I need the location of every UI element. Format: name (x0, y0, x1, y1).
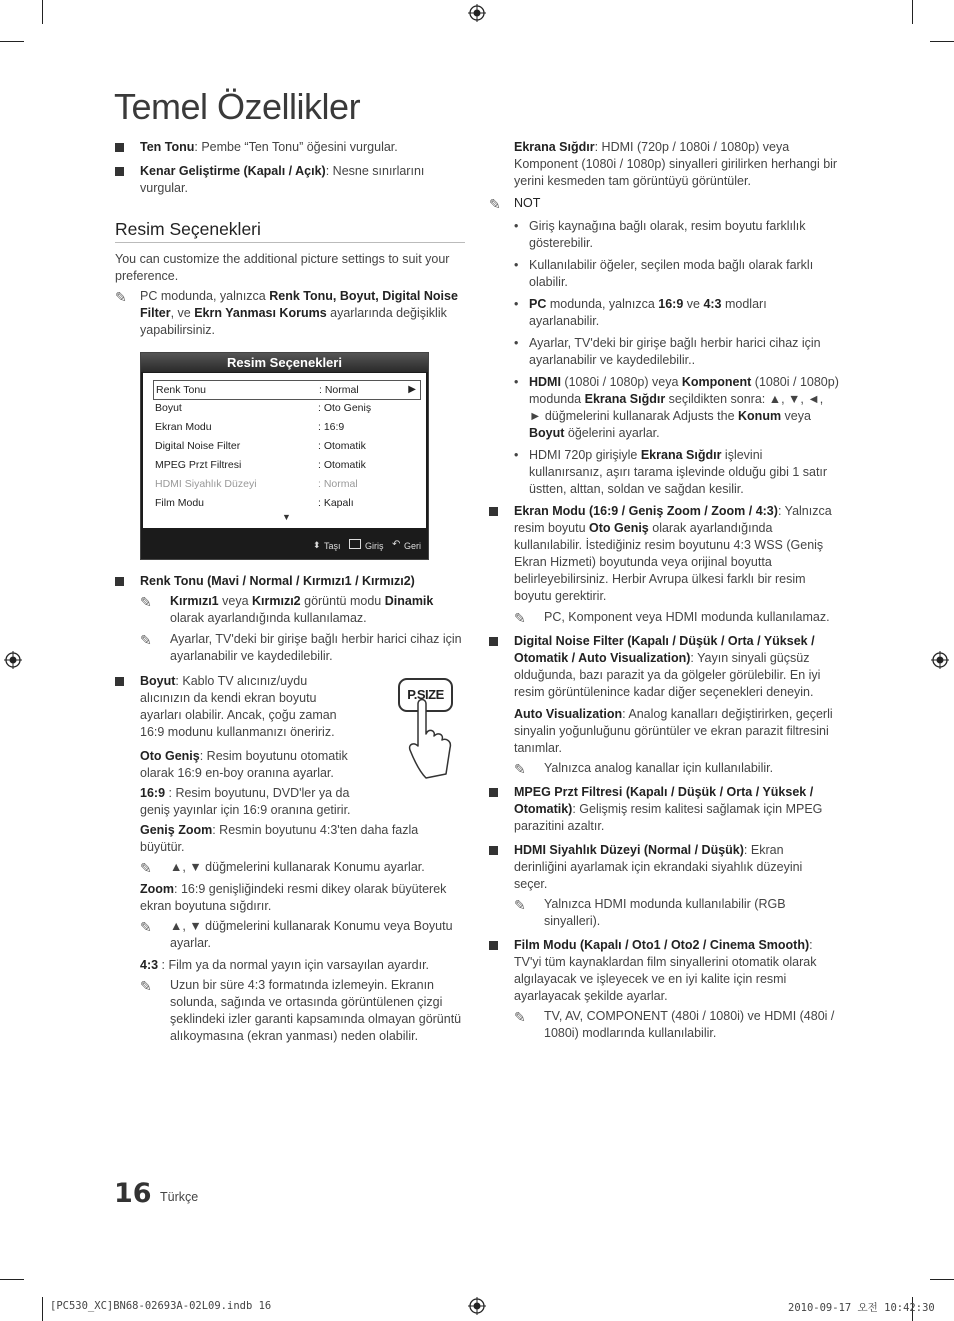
page-language: Türkçe (160, 1190, 199, 1204)
list-item: • PC modunda, yalnızca 16:9 ve 4:3 modları ayarlanabilir. (514, 296, 839, 330)
osd-row-renk-tonu[interactable]: Renk Tonu : Normal ▶ (153, 380, 421, 400)
left-column-bottom (115, 573, 465, 1049)
square-bullet-icon (115, 143, 124, 152)
list-item: • Ayarlar, TV'deki bir girişe bağlı herbir harici cihaz için ayarlanabilir ve kaydedilebilir.. (514, 335, 839, 369)
nav-move-label: Taşı (324, 541, 341, 551)
paragraph: Geniş Zoom: Resmin boyutunu 4:3'ten daha fazla büyütür. (140, 823, 419, 854)
crop-mark (42, 0, 43, 24)
osd-row-hdmi-siyahlik: HDMI Siyahlık Düzeyi : Normal (155, 478, 358, 490)
registration-mark-icon (931, 651, 949, 669)
page-title: Temel Özellikler (114, 86, 361, 127)
list-item: Digital Noise Filter (Kapalı / Düşük / Orta / Yüksek / Otomatik / Auto Visualization): Yayın sinyali güçsüz olduğunda, bazı parazit ya da gölgeler görülebilir. En iyi resim görüntülenince kadar diğer seçenekleri deneyin. Auto Visualization: Analog kanalları değiştirirken, geçerli sinyalin yoğunluğunu görüntüler ve ekran parazit filtresini tanımlar. ✎ Yalnızca analog kanallar için kullanılabilir. (489, 633, 839, 777)
square-bullet-icon (489, 846, 498, 855)
note: ✎ Kırmızı1 veya Kırmızı2 görüntü modu Dinamik olarak ayarlandığında kullanılamaz. (140, 594, 434, 625)
note: ✎ ▲, ▼ düğmelerini kullanarak Konumu veya Boyutu ayarlar. (140, 919, 453, 950)
list-item: Ten Tonu: Pembe “Ten Tonu” öğesini vurgular. (115, 139, 465, 156)
note: ✎ Ayarlar, TV'deki bir girişe bağlı herbir harici cihaz için ayarlanabilir ve kaydedilebilir. (140, 632, 462, 663)
registration-mark-icon (468, 1297, 486, 1315)
square-bullet-icon (115, 577, 124, 586)
left-column-top (115, 139, 465, 343)
list-item: MPEG Przt Filtresi (Kapalı / Düşük / Orta / Yüksek / Otomatik): Gelişmiş resim kalitesi sağlamak için MPEG parazitini azaltır. (489, 784, 839, 835)
move-icon: ⬍ (313, 540, 321, 550)
crop-mark (0, 1279, 24, 1280)
note: ✎ Yalnızca analog kanallar için kullanılabilir. (514, 761, 774, 777)
scroll-down-icon[interactable]: ▼ (282, 512, 291, 522)
osd-row-digital-noise-filter[interactable]: Digital Noise Filter : Otomatik (155, 440, 366, 452)
nav-enter-label: Giriş (365, 541, 384, 551)
osd-row-boyut[interactable]: Boyut : Oto Geniş (155, 402, 372, 414)
note: ✎ Yalnızca HDMI modunda kullanılabilir (RGB sinyalleri). (514, 897, 786, 928)
right-column (489, 139, 839, 1049)
psize-illustration (396, 676, 456, 786)
print-slug-right: 2010-09-17 오전 10:42:30 (788, 1302, 935, 1314)
note-pencil-icon: ✎ (115, 289, 127, 305)
page-number: 16 (114, 1178, 152, 1209)
osd-menu-body (143, 373, 426, 528)
list-item: Ekran Modu (16:9 / Geniş Zoom / Zoom / 4:3): Yalnızca resim boyutu Oto Geniş olarak ayarlandığında kullanılabilir. İstediğiniz resim boyutunu 4:3 WSS (Geniş Ekran Hizmeti) boyutunda veya orijinal boyutta belirleyebilirsiniz. Herbir Avrupa ülkesi farklı bir resim boyutu gerektirir. ✎ PC, Komponent veya HDMI modunda kullanılamaz. (489, 503, 839, 626)
note-pencil-icon: ✎ (514, 1009, 526, 1025)
note: ✎ Uzun bir süre 4:3 formatında izlemeyin. Ekranın solunda, sağında ve ortasında görüntülenen çizgi şeklindeki izler garanti kapsamında olmayan görüntü alıkoymasına (ekran yanması) neden olabilir. (140, 978, 462, 1043)
note: ✎ TV, AV, COMPONENT (480i / 1080i) ve HDMI (480i / 1080i) modlarında kullanılabilir. (514, 1009, 835, 1040)
paragraph: Ekrana Sığdır: HDMI (720p / 1080i / 1080p) veya Komponent (1080i / 1080p) sinyalleri girilirken herhangi bir yerini kesmeden tam görüntüyü görüntüler. (514, 140, 838, 188)
registration-mark-icon (468, 4, 486, 22)
crop-mark (912, 0, 913, 24)
square-bullet-icon (115, 167, 124, 176)
square-bullet-icon (115, 677, 124, 686)
paragraph: Auto Visualization: Analog kanalları değiştirirken, geçerli sinyalin yoğunluğunu görüntüler ve ekran parazit filtresini tanımlar. (514, 707, 833, 755)
arrow-right-icon: ▶ (408, 384, 416, 395)
square-bullet-icon (489, 507, 498, 516)
section-intro: You can customize the additional picture settings to suit your preference. (115, 252, 450, 283)
note-pencil-icon: ✎ (140, 860, 152, 876)
list-item: • HDMI (1080i / 1080p) veya Komponent (1080i / 1080p) modunda Ekrana Sığdır seçildikten sonra: ▲, ▼, ◄, ► düğmelerini kullanarak Adjusts the Konum veya Boyut öğelerini ayarlar. (514, 374, 839, 442)
note-pencil-icon: ✎ (140, 632, 152, 648)
square-bullet-icon (489, 941, 498, 950)
list-item: Boyut: Kablo TV alıcınız/uydu alıcınızın da kendi ekran boyutu ayarları olabilir. Ancak, çoğu zaman 16:9 modunu kullanmanızı öneririz. (115, 673, 465, 741)
square-bullet-icon (489, 637, 498, 646)
list-item: Renk Tonu (Mavi / Normal / Kırmızı1 / Kırmızı2) (115, 573, 465, 590)
nav-back-label: Geri (404, 541, 422, 551)
registration-mark-icon (4, 651, 22, 669)
osd-nav-bar (141, 535, 428, 557)
psize-button: P.SIZE (398, 678, 453, 712)
paragraph: 4:3 : Film ya da normal yayın için varsayılan ayardır. (140, 958, 430, 972)
square-bullet-icon (489, 788, 498, 797)
osd-menu (140, 352, 429, 560)
print-slug-left: [PC530_XC]BN68-02693A-02L09.indb 16 (50, 1300, 272, 1312)
list-item: Film Modu (Kapalı / Oto1 / Oto2 / Cinema Smooth): TV'yi tüm kaynaklardan film sinyallerini otomatik olarak algılayacak ve işleyecek ve en iyi kalite için resmi ayarlayacak şekilde ayarlar. ✎ TV, AV, COMPONENT (480i / 1080i) ve HDMI (480i / 1080i) modlarında kullanılabilir. (489, 937, 839, 1042)
pointing-hand-icon (396, 676, 456, 786)
note-pencil-icon: ✎ (489, 196, 501, 212)
osd-row-mpeg-przt-filtresi[interactable]: MPEG Przt Filtresi : Otomatik (155, 459, 366, 471)
paragraph: Zoom: 16:9 genişliğindeki resmi dikey olarak büyüterek ekran boyutuna sığdırır. (140, 882, 447, 913)
crop-mark (930, 41, 954, 42)
osd-row-film-modu[interactable]: Film Modu : Kapalı (155, 497, 354, 509)
return-icon: ↶ (392, 539, 401, 550)
note-pencil-icon: ✎ (140, 594, 152, 610)
note-pencil-icon: ✎ (514, 761, 526, 777)
note: ✎ PC, Komponent veya HDMI modunda kullanılamaz. (514, 610, 830, 626)
note-heading: ✎ NOT (489, 196, 541, 212)
crop-mark (42, 1297, 43, 1321)
paragraph: Oto Geniş: Resim boyutunu otomatik olarak 16:9 en-boy oranına ayarlar. (140, 749, 348, 780)
note: ✎ PC modunda, yalnızca Renk Tonu, Boyut, Digital Noise Filter, ve Ekrn Yanması Korums ayarlarında değişiklik yapabilirsiniz. (115, 289, 458, 337)
list-item: • Kullanılabilir öğeler, seçilen moda bağlı olarak farklı olabilir. (514, 257, 839, 291)
crop-mark (930, 1279, 954, 1280)
list-item: • HDMI 720p girişiyle Ekrana Sığdır işlevini kullanırsanız, aşırı tarama işlevinde olduğu gibi 1 satır üstten, alttan, soldan ve sağdan kesilir. (514, 447, 839, 498)
note-pencil-icon: ✎ (514, 897, 526, 913)
enter-icon (349, 539, 361, 549)
crop-mark (0, 41, 24, 42)
note-pencil-icon: ✎ (140, 978, 152, 994)
note-pencil-icon: ✎ (140, 919, 152, 935)
list-item: • Giriş kaynağına bağlı olarak, resim boyutu farklılık gösterebilir. (514, 218, 839, 252)
note: ✎ ▲, ▼ düğmelerini kullanarak Konumu ayarlar. (140, 860, 425, 876)
paragraph: 16:9 : Resim boyutunu, DVD'ler ya da geniş yayınlar için 16:9 oranına getirir. (140, 786, 351, 817)
note-list (489, 218, 839, 498)
note-pencil-icon: ✎ (514, 610, 526, 626)
osd-menu-title: Resim Seçenekleri (141, 353, 428, 372)
osd-row-ekran-modu[interactable]: Ekran Modu : 16:9 (155, 421, 345, 433)
section-heading: Resim Seçenekleri (115, 221, 465, 243)
list-item: HDMI Siyahlık Düzeyi (Normal / Düşük): Ekran derinliğini ayarlamak için ekrandaki siyahlık düzeyini seçer. ✎ Yalnızca HDMI modunda kullanılabilir (RGB sinyalleri). (489, 842, 839, 930)
list-item: Kenar Geliştirme (Kapalı / Açık): Nesne sınırlarını vurgular. (115, 163, 465, 197)
